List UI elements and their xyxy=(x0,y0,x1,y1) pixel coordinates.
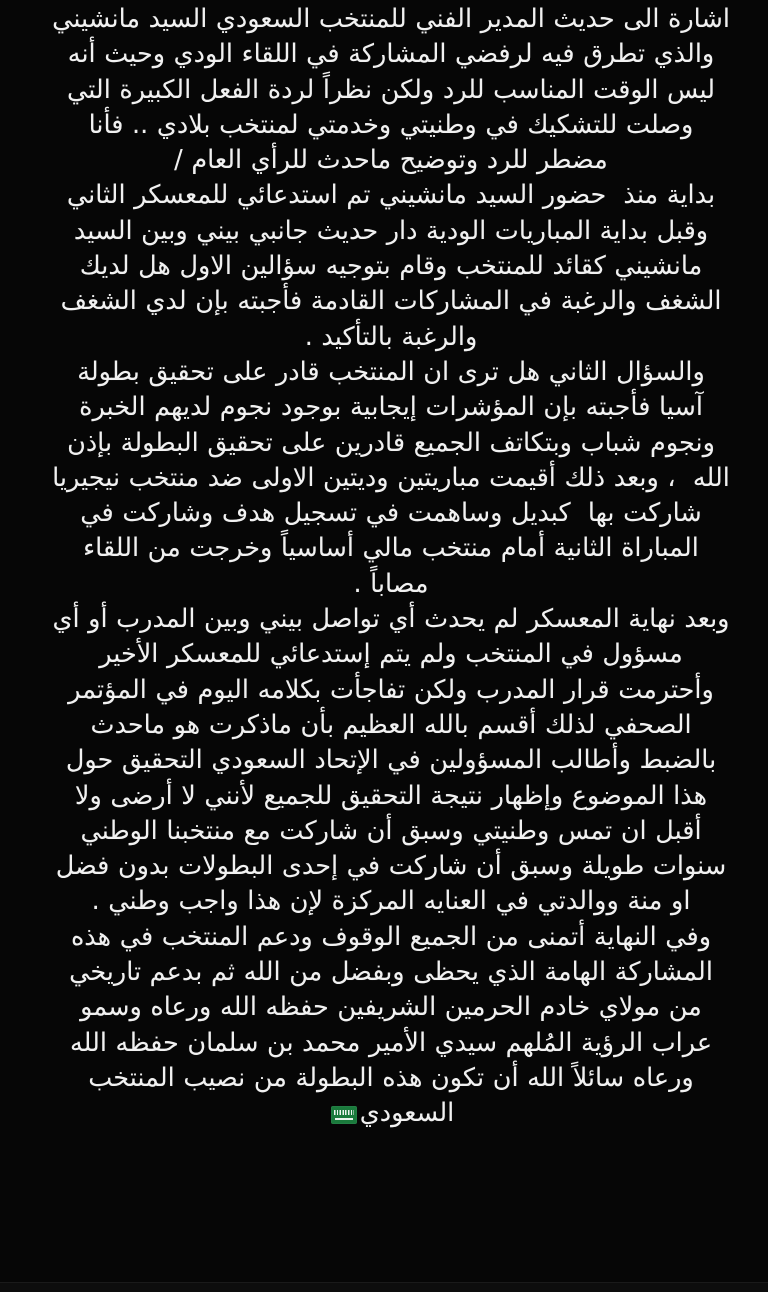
statement-paragraph-3: والسؤال الثاني هل ترى ان المنتخب قادر على تحقيق بطولة آسيا فأجبته بإن المؤشرات إيجابية بوجود نجوم لديهم الخبرة ونجوم شباب وبتكاتف الجميع قادرين على تحقيق البطولة بإذن الله ، وبعد ذلك أقيمت مباريتين وديتين الاولى ضد منتخب نيجيريا شاركت بها كبديل وساهمت في تسجيل هدف وشاركت في المباراة الثانية أمام منتخب مالي أساسياً وخرجت من اللقاء مصاباً . xyxy=(43,356,730,599)
statement-paragraph-2: بداية منذ حضور السيد مانشيني تم استدعائي للمعسكر الثاني وقبل بداية المباريات الودية دار حديث جانبي بيني وبين السيد مانشيني كقائد للمنتخب وقام بتوجيه سؤالين الاول هل لديك الشغف والرغبة في المشاركات القادمة فأجبته بإن لدي الشغف والرغبة بالتأكيد . xyxy=(51,180,722,352)
bottom-edge-band xyxy=(0,1282,768,1292)
statement-paragraph-4: وبعد نهاية المعسكر لم يحدث أي تواصل بيني وبين المدرب أو أي مسؤول في المنتخب ولم يتم إستدعائي للمعسكر الأخير وأحترمت قرار المدرب ولكن تفاجأت بكلامه اليوم في المؤتمر الصحفي لذلك أقسم بالله العظيم بأن ماذكرت هو ماحدث بالضبط وأطالب المسؤولين في الإتحاد السعودي التحقيق حول هذا الموضوع وإظهار نتيجة التحقيق للجميع لأنني لا أرضى ولا أقبل ان تمس وطنيتي وسبق أن شاركت مع منتخبنا الوطني سنوات طويلة وسبق أن شاركت في إحدى البطولات بدون فضل او منة ووالدتي في العنايه المركزة لإن هذا واجب وطني . xyxy=(43,604,730,917)
statement-paragraph-1: اشارة الى حديث المدير الفني للمنتخب السعودي السيد مانشيني والذي تطرق فيه لرفضي المشاركة في اللقاء الودي وحيث أنه ليس الوقت المناسب للرد ولكن نظراً لردة الفعل الكبيرة التي وصلت للتشكيك في وطنيتي وخدمتي لمنتخب بلادي .. فأنا مضطر للرد وتوضيح ماحدث للرأي العام / xyxy=(43,4,730,176)
statement-paragraph-5-text: وفي النهاية أتمنى من الجميع الوقوف ودعم المنتخب في هذه المشاركة الهامة الذي يحظى وبفضل من الله ثم بدعم تاريخي من مولاي خادم الحرمين الشريفين حفظه الله ورعاه وسمو عراب الرؤية المُلهم سيدي الأمير محمد بن سلمان حفظه الله ورعاه سائلاً الله أن تكون هذه البطولة من نصيب المنتخب السعودي xyxy=(60,921,713,1129)
statement-paragraph-5 xyxy=(52,920,730,1132)
saudi-arabia-flag-icon xyxy=(331,1106,357,1124)
